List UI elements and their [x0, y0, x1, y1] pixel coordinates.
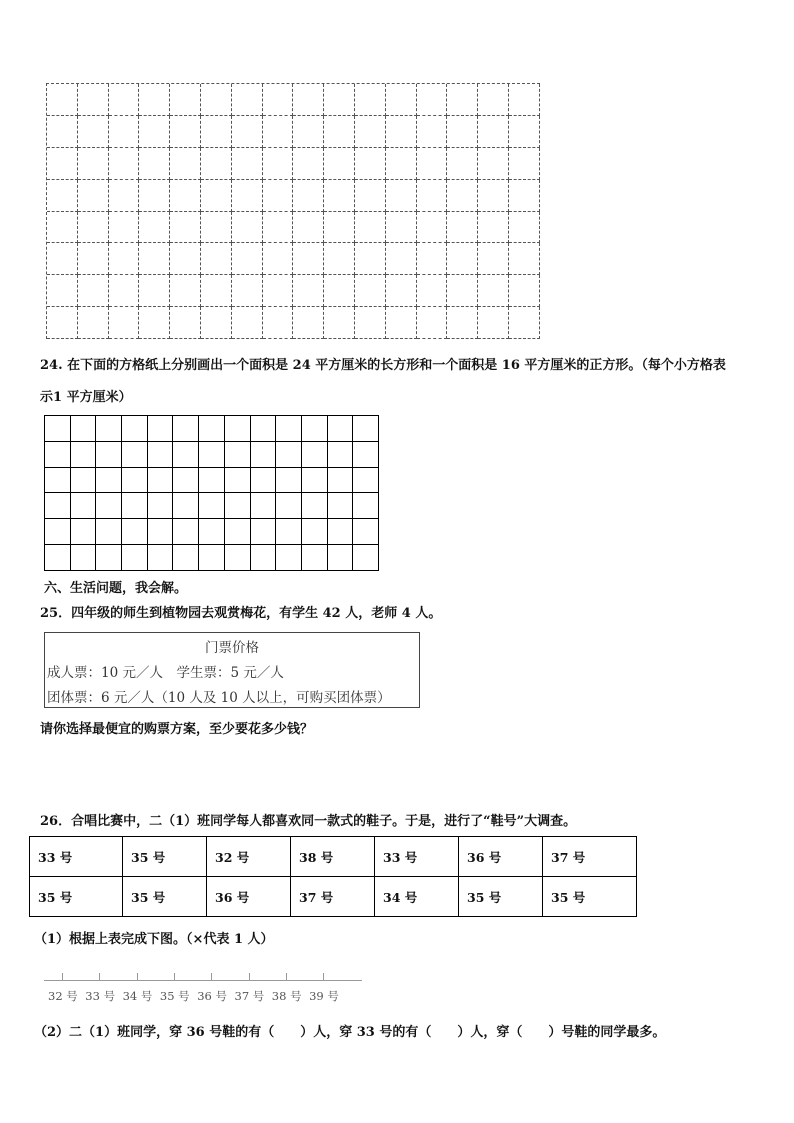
grid-cell [78, 84, 109, 116]
grid-cell [47, 180, 78, 212]
grid-cell [447, 307, 478, 339]
grid-cell [71, 468, 97, 494]
grid-cell [170, 148, 201, 180]
grid-cell [324, 307, 355, 339]
number-line-label: 34 号 [122, 989, 153, 1003]
grid-cell [302, 442, 328, 468]
number-line-tick [249, 973, 250, 980]
grid-cell [122, 519, 148, 545]
grid-cell [276, 442, 302, 468]
grid-cell [417, 116, 448, 148]
grid-cell [139, 212, 170, 244]
grid-cell [201, 116, 232, 148]
table-cell: 33 号 [30, 837, 123, 877]
grid-cell [201, 307, 232, 339]
grid-cell [293, 116, 324, 148]
table-cell: 37 号 [543, 837, 637, 877]
number-line-axis [44, 980, 362, 981]
grid-cell [139, 307, 170, 339]
grid-cell [47, 212, 78, 244]
grid-cell [263, 84, 294, 116]
grid-cell [232, 116, 263, 148]
grid-cell [302, 493, 328, 519]
number-line-tick [286, 973, 287, 980]
grid-cell [96, 545, 122, 571]
grid-cell [355, 116, 386, 148]
q26-sub1: （1）根据上表完成下图。（×代表 1 人） [34, 932, 274, 947]
grid-cell [232, 243, 263, 275]
grid-cell [45, 493, 71, 519]
grid-cell [139, 275, 170, 307]
number-line-label: 38 号 [271, 989, 302, 1003]
number-line-tick [323, 973, 324, 980]
number-line-label: 35 号 [159, 989, 190, 1003]
grid-cell [324, 212, 355, 244]
grid-cell [324, 180, 355, 212]
grid-cell [276, 519, 302, 545]
grid-cell [139, 116, 170, 148]
grid-cell [293, 275, 324, 307]
grid-cell [509, 212, 540, 244]
grid-cell [355, 180, 386, 212]
q25-text: 25．四年级的师生到植物园去观赏梅花，有学生 42 人，老师 4 人。 [40, 606, 442, 621]
grid-cell [447, 116, 478, 148]
grid-cell [447, 180, 478, 212]
grid-cell [71, 519, 97, 545]
grid-cell [478, 116, 509, 148]
dashed-grid [46, 83, 540, 339]
grid-cell [263, 275, 294, 307]
grid-cell [122, 442, 148, 468]
grid-cell [478, 180, 509, 212]
grid-cell [509, 243, 540, 275]
table-cell: 33 号 [375, 837, 459, 877]
grid-cell [293, 212, 324, 244]
grid-cell [232, 148, 263, 180]
grid-cell [45, 468, 71, 494]
grid-cell [139, 148, 170, 180]
grid-cell [109, 180, 140, 212]
grid-cell [386, 275, 417, 307]
grid-cell [263, 243, 294, 275]
section-title: 六、生活问题，我会解。 [44, 581, 188, 596]
grid-cell [509, 84, 540, 116]
grid-cell [225, 416, 251, 442]
grid-cell [353, 416, 379, 442]
grid-cell [509, 148, 540, 180]
table-row [30, 837, 637, 877]
grid-cell [45, 416, 71, 442]
grid-cell [324, 243, 355, 275]
grid-cell [139, 243, 170, 275]
grid-cell [263, 116, 294, 148]
grid-cell [109, 243, 140, 275]
grid-cell [47, 148, 78, 180]
grid-cell [353, 519, 379, 545]
grid-cell [173, 468, 199, 494]
grid-cell [251, 442, 277, 468]
table-cell: 34 号 [375, 877, 459, 917]
grid-cell [478, 148, 509, 180]
grid-cell [251, 519, 277, 545]
grid-cell [71, 493, 97, 519]
number-line [44, 971, 364, 1011]
grid-cell [201, 148, 232, 180]
grid-cell [447, 243, 478, 275]
table-row [30, 877, 637, 917]
number-line-tick [99, 973, 100, 980]
grid-cell [232, 212, 263, 244]
grid-cell [509, 307, 540, 339]
grid-cell [417, 243, 448, 275]
grid-cell [293, 148, 324, 180]
grid-cell [276, 493, 302, 519]
grid-cell [96, 468, 122, 494]
grid-cell [170, 243, 201, 275]
grid-cell [109, 307, 140, 339]
grid-cell [302, 416, 328, 442]
grid-cell [173, 519, 199, 545]
grid-cell [225, 442, 251, 468]
grid-cell [71, 442, 97, 468]
grid-cell [225, 468, 251, 494]
grid-cell [293, 307, 324, 339]
grid-cell [232, 84, 263, 116]
grid-cell [148, 468, 174, 494]
grid-cell [47, 275, 78, 307]
grid-cell [170, 180, 201, 212]
grid-cell [417, 84, 448, 116]
grid-cell [96, 442, 122, 468]
grid-cell [293, 180, 324, 212]
grid-cell [355, 275, 386, 307]
table-cell: 32 号 [207, 837, 291, 877]
grid-cell [232, 180, 263, 212]
grid-cell [122, 416, 148, 442]
number-line-tick [211, 973, 212, 980]
grid-cell [386, 212, 417, 244]
grid-cell [417, 148, 448, 180]
grid-cell [293, 243, 324, 275]
grid-cell [109, 148, 140, 180]
grid-cell [201, 275, 232, 307]
grid-cell [276, 416, 302, 442]
number-line-tick [137, 973, 138, 980]
grid-cell [417, 180, 448, 212]
grid-cell [45, 519, 71, 545]
grid-cell [173, 493, 199, 519]
grid-cell [328, 416, 354, 442]
q26-sub2: （2）二（1）班同学，穿 36 号鞋的有（ ）人，穿 33 号的有（ ）人，穿（ ）号鞋的同学最多。 [34, 1025, 666, 1040]
grid-cell [509, 275, 540, 307]
grid-cell [148, 519, 174, 545]
grid-cell [324, 116, 355, 148]
grid-cell [386, 243, 417, 275]
grid-cell [447, 148, 478, 180]
grid-cell [109, 84, 140, 116]
grid-cell [201, 212, 232, 244]
grid-cell [96, 493, 122, 519]
grid-cell [302, 468, 328, 494]
grid-cell [47, 84, 78, 116]
grid-cell [263, 212, 294, 244]
grid-cell [201, 84, 232, 116]
grid-cell [170, 84, 201, 116]
grid-cell [328, 519, 354, 545]
grid-cell [225, 493, 251, 519]
grid-cell [122, 493, 148, 519]
number-line-label: 33 号 [85, 989, 116, 1003]
q24-text-line1: 24. 在下面的方格纸上分别画出一个面积是 24 平方厘米的长方形和一个面积是 16 平方厘米的正方形。（每个小方格表 [40, 358, 726, 373]
grid-cell [355, 307, 386, 339]
grid-cell [353, 545, 379, 571]
number-line-label: 36 号 [197, 989, 227, 1003]
grid-cell [478, 275, 509, 307]
number-line-label: 37 号 [234, 989, 265, 1003]
grid-cell [324, 275, 355, 307]
grid-cell [355, 212, 386, 244]
grid-cell [96, 519, 122, 545]
grid-cell [173, 545, 199, 571]
grid-cell [417, 275, 448, 307]
number-line-label: 39 号 [309, 989, 339, 1003]
grid-cell [276, 468, 302, 494]
grid-cell [355, 243, 386, 275]
ticket-line-1: 成人票：10 元／人 学生票：5 元／人 [47, 665, 284, 681]
grid-cell [170, 116, 201, 148]
grid-cell [148, 545, 174, 571]
table-cell: 35 号 [30, 877, 123, 917]
grid-cell [251, 468, 277, 494]
table-cell: 36 号 [459, 837, 543, 877]
grid-cell [199, 545, 225, 571]
ticket-line-2: 团体票：6 元／人（10 人及 10 人以上，可购买团体票） [47, 690, 391, 706]
grid-cell [232, 275, 263, 307]
number-line-tick [174, 973, 175, 980]
grid-cell [225, 545, 251, 571]
grid-cell [386, 116, 417, 148]
grid-cell [417, 212, 448, 244]
grid-cell [478, 84, 509, 116]
grid-cell [293, 84, 324, 116]
grid-cell [47, 116, 78, 148]
grid-cell [47, 307, 78, 339]
grid-cell [139, 84, 170, 116]
grid-cell [353, 442, 379, 468]
grid-cell [201, 243, 232, 275]
grid-cell [386, 180, 417, 212]
grid-cell [47, 243, 78, 275]
grid-cell [386, 307, 417, 339]
grid-cell [199, 519, 225, 545]
grid-cell [324, 148, 355, 180]
grid-cell [386, 148, 417, 180]
table-cell: 35 号 [123, 837, 207, 877]
table-cell: 36 号 [207, 877, 291, 917]
grid-cell [109, 212, 140, 244]
grid-cell [78, 116, 109, 148]
grid-cell [173, 416, 199, 442]
grid-cell [201, 180, 232, 212]
grid-cell [251, 416, 277, 442]
table-cell: 35 号 [123, 877, 207, 917]
grid-cell [71, 545, 97, 571]
grid-cell [78, 148, 109, 180]
grid-cell [109, 275, 140, 307]
grid-cell [276, 545, 302, 571]
grid-cell [302, 519, 328, 545]
square-grid-paper [44, 415, 379, 571]
grid-cell [302, 545, 328, 571]
grid-cell [71, 416, 97, 442]
grid-cell [328, 442, 354, 468]
grid-cell [170, 212, 201, 244]
grid-cell [353, 468, 379, 494]
table-cell: 38 号 [291, 837, 375, 877]
grid-cell [199, 468, 225, 494]
grid-cell [122, 545, 148, 571]
grid-cell [386, 84, 417, 116]
grid-cell [148, 416, 174, 442]
grid-cell [96, 416, 122, 442]
grid-cell [447, 212, 478, 244]
grid-cell [173, 442, 199, 468]
grid-cell [139, 180, 170, 212]
grid-cell [328, 545, 354, 571]
number-line-tick [62, 973, 63, 980]
grid-cell [447, 84, 478, 116]
grid-cell [45, 545, 71, 571]
grid-cell [263, 180, 294, 212]
grid-cell [355, 84, 386, 116]
grid-cell [78, 307, 109, 339]
grid-cell [170, 275, 201, 307]
grid-cell [78, 275, 109, 307]
grid-cell [251, 493, 277, 519]
grid-cell [199, 493, 225, 519]
q26-text: 26．合唱比赛中，二（1）班同学每人都喜欢同一款式的鞋子。于是，进行了“鞋号”大调查。 [40, 814, 577, 829]
grid-cell [109, 116, 140, 148]
ticket-title: 门票价格 [205, 640, 259, 656]
table-cell: 37 号 [291, 877, 375, 917]
grid-cell [225, 519, 251, 545]
table-cell: 35 号 [459, 877, 543, 917]
ticket-price-table [44, 632, 420, 708]
grid-cell [122, 468, 148, 494]
grid-cell [328, 468, 354, 494]
grid-cell [263, 307, 294, 339]
grid-cell [478, 307, 509, 339]
grid-cell [78, 212, 109, 244]
grid-cell [232, 307, 263, 339]
grid-cell [353, 493, 379, 519]
number-line-label: 32 号 [48, 989, 78, 1003]
grid-cell [148, 442, 174, 468]
shoe-size-table [29, 836, 637, 917]
grid-cell [148, 493, 174, 519]
grid-cell [478, 243, 509, 275]
q24-text-line2: 示1 平方厘米） [40, 390, 132, 405]
grid-cell [509, 116, 540, 148]
table-cell: 35 号 [543, 877, 637, 917]
grid-cell [199, 416, 225, 442]
grid-cell [328, 493, 354, 519]
grid-cell [417, 307, 448, 339]
grid-cell [251, 545, 277, 571]
grid-cell [509, 180, 540, 212]
grid-cell [78, 243, 109, 275]
grid-cell [263, 148, 294, 180]
grid-cell [45, 442, 71, 468]
grid-cell [170, 307, 201, 339]
grid-cell [78, 180, 109, 212]
q25-question: 请你选择最便宜的购票方案，至少要花多少钱？ [40, 722, 314, 737]
grid-cell [324, 84, 355, 116]
grid-cell [199, 442, 225, 468]
grid-cell [447, 275, 478, 307]
grid-cell [478, 212, 509, 244]
grid-cell [355, 148, 386, 180]
